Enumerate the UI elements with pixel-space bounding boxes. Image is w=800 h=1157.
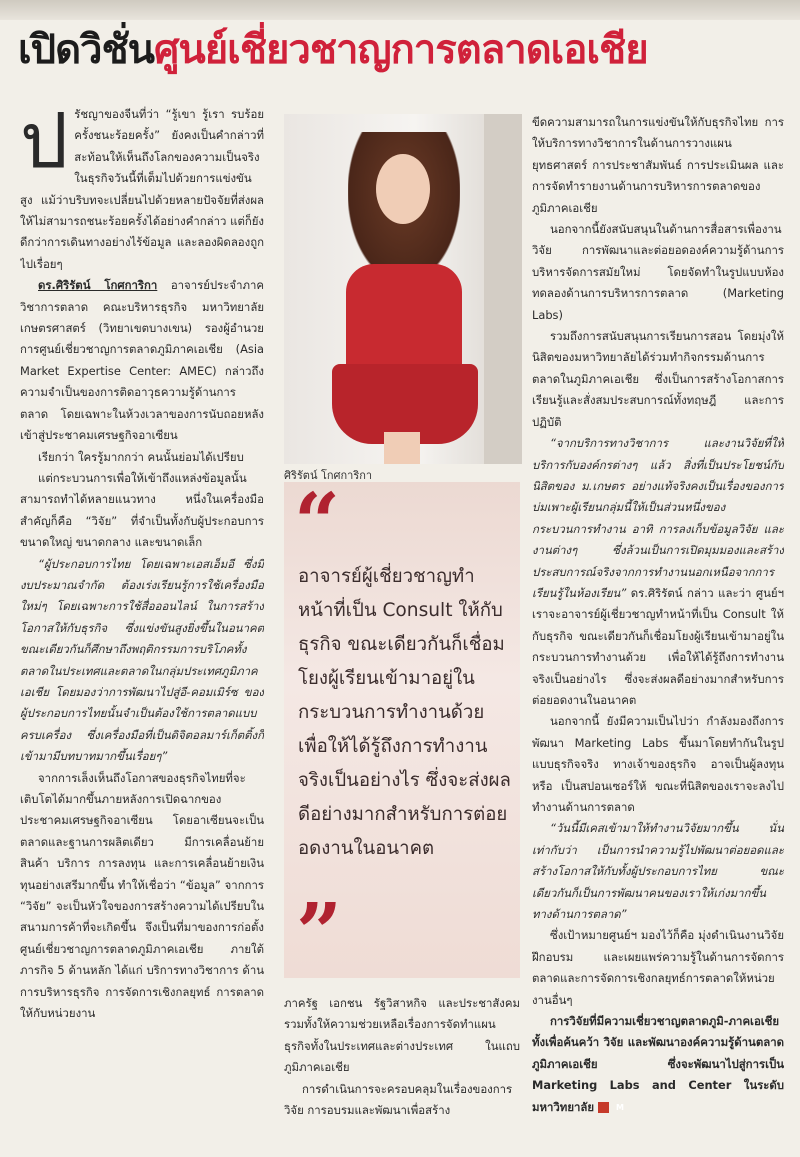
headline bbox=[18, 22, 788, 78]
paragraph bbox=[532, 433, 784, 711]
paragraph bbox=[20, 275, 264, 446]
closing-paragraph: การวิจัยที่มีความเชี่ยวชาญตลาดภูมิ-ภาคเอเชีย ทั้งเพื่อค้นคว้า วิจัย และพัฒนาองค์ความรู้ด้านตลาดภูมิภาคเอเชีย ซึ่งจะพัฒนาไปสู่การเป็น Marketing Labs and Center ในระดับมหาวิทยาลัย M bbox=[532, 1014, 784, 1114]
paragraph-text: ดร.ศิริรัตน์ กล่าว และว่า ศูนย์ฯ เราจะอาจารย์ผู้เชี่ยวชาญทำหน้าที่เป็น Consult ให้กับธุรกิจ ขณะเดียวกันก็เชื่อมโยงผู้เรียนเข้ามาอยู่ในกระบวนการทำงานด้วย เพื่อให้ได้รู้ถึงการทำงานจริงเป็นอย่างไร ซึ่งจะส่งผลดีอย่างมากสำหรับการต่อยอดงานในอนาคต bbox=[532, 585, 784, 707]
open-quote-icon: “ bbox=[294, 475, 341, 569]
headline-part-1: เปิดวิชั่น bbox=[18, 27, 154, 73]
portrait-photo bbox=[284, 114, 522, 464]
paragraph: นอกจากนี้ ยังมีความเป็นไปว่า กำลังมองถึงการพัฒนา Marketing Labs ขึ้นมาโดยทำกันในรูปแบบธุรกิจจริง ทางเจ้าของธุรกิจ อาจเป็นผู้ลงทุน หรือ เป็นสปอนเซอร์ให้ ขณะที่นิสิตของเราจะลงไปทำงานด้านการตลาด bbox=[532, 714, 784, 814]
paragraph: ซึ่งเป้าหมายศูนย์ฯ มองไว้ก็คือ มุ่งดำเนินงานวิจัย ฝึกอบรม และเผยแพร่ความรู้ในด้านการจัดการตลาดและการจัดการเชิงกลยุทธ์การตลาดให้หน่วยงานอื่นๆ bbox=[532, 928, 784, 1007]
paragraph: นอกจากนี้ยังสนับสนุนในด้านการสื่อสารเพื่องานวิจัย การพัฒนาและต่อยอดองค์ความรู้ด้านการบริหารจัดการสมัยใหม่ โดยจัดทำในรูปแบบห้องทดลองด้านการบริหารการตลาด (Marketing Labs) bbox=[532, 222, 784, 322]
paragraph-text: อาจารย์ประจำภาควิชาการตลาด คณะบริหารธุรกิจ มหาวิทยาลัยเกษตรศาสตร์ (วิทยาเขตบางเขน) รองผู้อำนวยการศูนย์เชี่ยวชาญการตลาดภูมิภาคเอเชีย (Asia Market Expertise Center: AMEC) กล่าวถึงความจำเป็นของการติดอาวุธความรู้ด้านการตลาด โดยเฉพาะในห้วงเวลาของการนับถอยหลังเข้าสู่ประชาคมเศรษฐกิจอาเซียน bbox=[20, 278, 264, 443]
quoted-paragraph: “วันนี้มีเคสเข้ามาให้ทำงานวิจัยมากขึ้น นั่นเท่ากับว่า เป็นการนำความรู้ไปพัฒนาต่อยอดและสร้างโอกาสให้กับทั้งผู้ประกอบการไทย ขณะเดียวกันก็เป็นการพัฒนาคนของเราให้เก่งมากขึ้นทางด้านการตลาด” bbox=[532, 821, 784, 922]
pull-quote-text: อาจารย์ผู้เชี่ยวชาญทำหน้าที่เป็น Consult ให้กับธุรกิจ ขณะเดียวกันก็เชื่อมโยงผู้เรียนเข้ามาอยู่ในกระบวนการทำงานด้วย เพื่อให้ได้รู้ถึงการทำงานจริงเป็นอย่างไร ซึ่งจะส่งผลดีอย่างมากสำหรับการต่อยอดงานในอนาคต bbox=[298, 566, 511, 859]
paragraph: รวมถึงการสนับสนุนการเรียนการสอน โดยมุ่งให้นิสิตของมหาวิทยาลัยได้ร่วมทำกิจกรรมด้านการตลาดในภูมิภาคเอเชีย ซึ่งเป็นการสร้างโอกาสการเรียนรู้และสั่งสมประสบการณ์ทั้งทฤษฎี และการปฏิบัติ bbox=[532, 329, 784, 429]
paragraph: แต่กระบวนการเพื่อให้เข้าถึงแหล่งข้อมูลนั้นสามารถทำได้หลายแนวทาง หนึ่งในเครื่องมือสำคัญก็คือ “วิจัย” ที่จำเป็นทั้งกับผู้ประกอบการขนาดใหญ่ ขนาดกลาง และขนาดเล็ก bbox=[20, 470, 264, 550]
paragraph: เรียกว่า ใครรู้มากกว่า คนนั้นย่อมได้เปรียบ bbox=[38, 449, 244, 464]
drop-cap: ป bbox=[20, 104, 69, 185]
article-column-2 bbox=[284, 993, 520, 1153]
photo-caption: ศิริรัตน์ โกศการิกา bbox=[284, 469, 373, 482]
paragraph: ภาครัฐ เอกชน รัฐวิสาหกิจ และประชาสังคม รวมทั้งให้ความช่วยเหลือเรื่องการจัดทำแผนธุรกิจทั้งในประเทศและต่างประเทศ ในแถบภูมิภาคเอเชีย bbox=[284, 996, 520, 1075]
top-strip bbox=[0, 0, 800, 20]
quoted-text: “จากบริการทางวิชาการ และงานวิจัยที่ให้บริการกับองค์กรต่างๆ แล้ว สิ่งที่เป็นประโยชน์กับนิสิตของ ม.เกษตร อย่างแท้จริงคงเป็นเรื่องของการบ่มเพาะผู้เรียนกลุ่มนี้ให้เป็นส่วนหนึ่งของกระบวนการทำงาน อาทิ การลงเก็บข้อมูลวิจัย และงานต่างๆ ซึ่งล้วนเป็นการเปิดมุมมองและสร้างประสบการณ์จริงจากการทำงานนอกเหนือจากการเรียนรู้ในห้องเรียน” bbox=[532, 436, 784, 600]
paragraph: การดำเนินการจะครอบคลุมในเรื่องของการวิจัย การอบรมและพัฒนาเพื่อสร้าง bbox=[284, 1081, 513, 1118]
paragraph: รัชญาของจีนที่ว่า “รู้เขา รู้เรา รบร้อยครั้งชนะร้อยครั้ง” ยังคงเป็นคำกล่าวที่สะท้อนให้เห็นถึงโลกของความเป็นจริงในธุรกิจวันนี้ที่เต็มไปด้วยการแข่งขันสูง แม้ว่าบริบทจะเปลี่ยนไปด้วยหลายปัจจัยที่ส่งผลให้ไม่สามารถชนะร้อยครั้งได้อย่างคำกล่าว แต่ก็ยังดีกว่าการเดินทางอย่างไร้ข้อมูล และลองผิดลองถูกไปเรื่อยๆ bbox=[20, 107, 264, 271]
person-name: ดร.ศิริรัตน์ โกศการิกา bbox=[38, 278, 158, 293]
quoted-paragraph: “ผู้ประกอบการไทย โดยเฉพาะเอสเอ็มอี ซึ่งมีงบประมาณจำกัด ต้องเร่งเรียนรู้การใช้เครื่องมือใหม่ๆ โดยเฉพาะการใช้สื่อออนไลน์ ในการสร้างโอกาสให้กับธุรกิจ ซึ่งแข่งขันสูงยิ่งขึ้นในอนาคต ขณะเดียวกันก็ศึกษาถึงพฤติกรรมการบริโภคทั้งตลาดในประเทศและตลาดในกลุ่มประเทศภูมิภาคเอเชีย โดยมองว่าการพัฒนาไปสู่อี-คอมเมิร์ซ ของผู้ประกอบการไทยนั้นจำเป็นต้องใช้การตลาดแบบครบเครื่อง ซึ่งเครื่องมือที่เป็นดิจิตอลมาร์เก็ตติ้งก็เข้ามามีบทบาทมากขึ้นเรื่อยๆ” bbox=[20, 556, 264, 764]
close-quote-icon: ” bbox=[296, 885, 343, 979]
article-column-3 bbox=[532, 112, 784, 1152]
paragraph: ขีดความสามารถในการแข่งขันให้กับธุรกิจไทย การให้บริการทางวิชาการในด้านการวางแผนยุทธศาสตร์ การประชาสัมพันธ์ การประเมินผล และการจัดทำรายงานด้านการบริหารการตลาดของภูมิภาคเอเชีย bbox=[532, 115, 784, 215]
magazine-end-icon: M bbox=[598, 1102, 609, 1113]
article-column-1 bbox=[20, 104, 264, 1154]
paragraph: จากการเล็งเห็นถึงโอกาสของธุรกิจไทยที่จะเติบโตได้มากขึ้นภายหลังการเปิดฉากของประชาคมเศรษฐกิจอาเซียน โดยอาเซียนจะเป็นตลาดและฐานการผลิตเดียว มีการเคลื่อนย้ายสินค้า บริการ การลงทุน และการเคลื่อนย้ายเงินทุนอย่างเสรีมากขึ้น ทำให้เชื่อว่า “ข้อมูล” จากการ “วิจัย” จะเป็นหัวใจของการสร้างความได้เปรียบในสนามการค้าที่จะเกิดขึ้น จึงเป็นที่มาของการก่อตั้งศูนย์เชี่ยวชาญการตลาดภูมิภาคเอเชีย ภายใต้ภารกิจ 5 ด้านหลัก ได้แก่ บริการทางวิชาการ ด้านการบริหารธุรกิจ การจัดการเชิงกลยุทธ์ การตลาด ให้กับหน่วยงาน bbox=[20, 770, 264, 1021]
headline-part-2: ศูนย์เชี่ยวชาญการตลาดเอเชีย bbox=[154, 27, 648, 73]
